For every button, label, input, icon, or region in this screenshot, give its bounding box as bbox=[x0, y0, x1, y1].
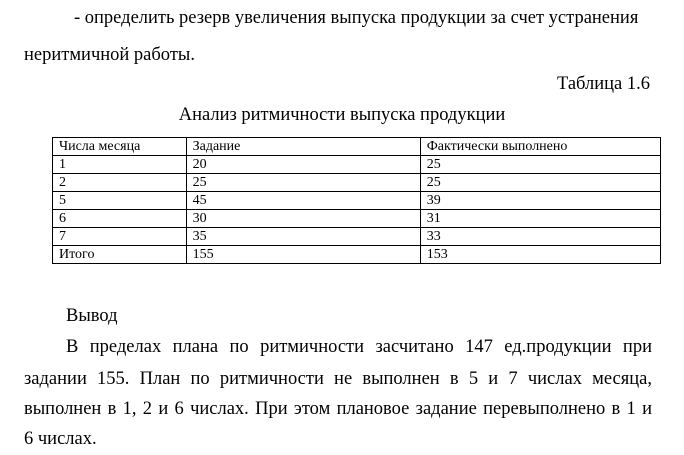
header-cell-days: Числа месяца bbox=[53, 138, 187, 156]
rhythm-analysis-table bbox=[52, 137, 661, 264]
header-cell-actual: Фактически выполнено bbox=[420, 138, 660, 156]
conclusion-heading: Вывод bbox=[66, 306, 118, 326]
table-total-row bbox=[53, 246, 661, 264]
cell-day: 1 bbox=[53, 156, 187, 174]
cell-day: 5 bbox=[53, 192, 187, 210]
table-row bbox=[53, 228, 661, 246]
table-title: Анализ ритмичности выпуска продукции bbox=[178, 105, 506, 125]
table-row bbox=[53, 156, 661, 174]
cell-day: 2 bbox=[53, 174, 187, 192]
cell-day: 6 bbox=[53, 210, 187, 228]
cell-plan: 25 bbox=[186, 174, 420, 192]
cell-actual: 25 bbox=[420, 156, 660, 174]
conclusion-line-1: В пределах плана по ритмичности засчитано 147 ед.продукции при bbox=[66, 337, 652, 357]
cell-actual: 25 bbox=[420, 174, 660, 192]
cell-plan: 30 bbox=[186, 210, 420, 228]
cell-plan: 45 bbox=[186, 192, 420, 210]
cell-total-plan: 155 bbox=[186, 246, 420, 264]
table-number: Таблица 1.6 bbox=[557, 74, 650, 94]
table-row bbox=[53, 210, 661, 228]
intro-text-line-2: неритмичной работы. bbox=[24, 45, 195, 65]
table-row bbox=[53, 174, 661, 192]
cell-total-label: Итого bbox=[53, 246, 187, 264]
cell-total-actual: 153 bbox=[420, 246, 660, 264]
cell-actual: 31 bbox=[420, 210, 660, 228]
conclusion-line-4: 6 числах. bbox=[24, 429, 97, 449]
cell-actual: 33 bbox=[420, 228, 660, 246]
header-cell-plan: Задание bbox=[186, 138, 420, 156]
conclusion-line-2: задании 155. План по ритмичности не выполнен в 5 и 7 числах месяца, bbox=[24, 369, 652, 389]
cell-plan: 20 bbox=[186, 156, 420, 174]
table-row bbox=[53, 192, 661, 210]
conclusion-line-3: выполнен в 1, 2 и 6 числах. При этом плановое задание перевыполнено в 1 и bbox=[24, 399, 652, 419]
cell-actual: 39 bbox=[420, 192, 660, 210]
cell-plan: 35 bbox=[186, 228, 420, 246]
intro-text-line-1: - определить резерв увеличения выпуска продукции за счет устранения bbox=[74, 8, 639, 28]
cell-day: 7 bbox=[53, 228, 187, 246]
table-header-row bbox=[53, 138, 661, 156]
